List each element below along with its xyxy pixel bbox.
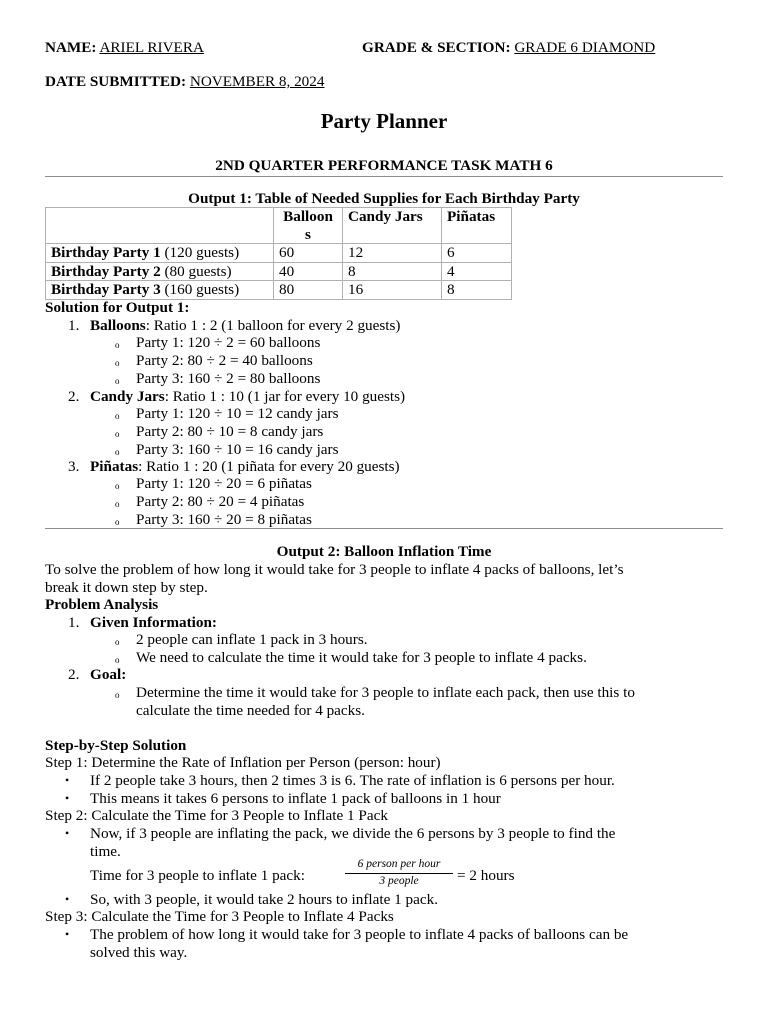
circle-bullet-icon: o (115, 447, 120, 457)
list-item: Party 1: 120 ÷ 2 = 60 balloons (136, 334, 321, 351)
circle-bullet-icon: o (115, 376, 120, 386)
list-item: We need to calculate the time it would take for 3 people to inflate 4 packs. (136, 649, 587, 666)
circle-bullet-icon: o (115, 358, 120, 368)
list-item: Party 3: 160 ÷ 20 = 8 piñatas (136, 511, 312, 528)
item-desc: : Ratio 1 : 2 (1 balloon for every 2 guests) (145, 317, 401, 334)
circle-bullet-icon: o (115, 499, 120, 509)
date-label: DATE SUBMITTED: (45, 73, 187, 90)
circle-bullet-icon: o (115, 655, 120, 665)
list-item: 2 people can inflate 1 pack in 3 hours. (136, 631, 368, 648)
list-item: Party 3: 160 ÷ 2 = 80 balloons (136, 370, 321, 387)
table-cell: 8 (343, 262, 442, 281)
table-cell: 40 (274, 262, 343, 281)
item-name: Piñatas (90, 458, 139, 475)
item-name: Candy Jars (90, 388, 165, 405)
circle-bullet-icon: o (115, 481, 120, 491)
list-number: 2. (68, 388, 80, 405)
name-value: ARIEL RIVERA (99, 39, 204, 56)
party-guests: (160 guests) (160, 281, 240, 299)
table-cell (46, 281, 274, 300)
table-cell: 12 (343, 244, 442, 263)
dot-bullet-icon: • (65, 927, 70, 941)
date-value: NOVEMBER 8, 2024 (189, 73, 325, 90)
dot-bullet-icon: • (65, 773, 70, 787)
list-item: Party 2: 80 ÷ 10 = 8 candy jars (136, 423, 324, 440)
fraction-bar (345, 873, 453, 874)
dot-bullet-icon: • (65, 892, 70, 906)
dot-bullet-icon: • (65, 791, 70, 805)
list-item (90, 317, 400, 335)
table-cell: 8 (442, 281, 512, 300)
header-balloons-part2: s (305, 225, 311, 243)
date-line (45, 73, 324, 91)
list-item: So, with 3 people, it would take 2 hours to inflate 1 pack. (90, 891, 438, 908)
fraction-denominator: 3 people (379, 875, 419, 887)
table-row (46, 244, 512, 263)
item-desc: : Ratio 1 : 10 (1 jar for every 10 guests) (164, 388, 406, 405)
item-name: Balloons (90, 317, 146, 334)
table-cell (46, 244, 274, 263)
header-pinatas: Piñatas (447, 208, 496, 225)
party-guests: (80 guests) (160, 262, 232, 280)
equation-result: = 2 hours (457, 867, 515, 884)
name-line (45, 39, 204, 57)
list-item: Party 2: 80 ÷ 2 = 40 balloons (136, 352, 313, 369)
list-item: If 2 people take 3 hours, then 2 times 3 is 6. The rate of inflation is 6 persons per hour. (90, 772, 615, 789)
step-2: Step 2: Calculate the Time for 3 People to Inflate 1 Pack (45, 807, 388, 824)
list-item: This means it takes 6 persons to inflate 1 pack of balloons in 1 hour (90, 790, 501, 807)
party-guests: (120 guests) (160, 244, 240, 262)
list-item: Party 1: 120 ÷ 10 = 12 candy jars (136, 405, 339, 422)
page-subtitle: 2ND QUARTER PERFORMANCE TASK MATH 6 (215, 157, 553, 174)
grade-line (362, 39, 655, 57)
list-item-continued: time. (90, 843, 121, 860)
table-header-cell (46, 208, 274, 244)
page-title: Party Planner (320, 109, 448, 133)
fraction (345, 858, 453, 888)
divider (45, 176, 723, 177)
table-row (46, 262, 512, 281)
list-number: 1. (68, 614, 80, 631)
circle-bullet-icon: o (115, 411, 120, 421)
list-item-continued: solved this way. (90, 944, 188, 961)
header-balloons-part1: Balloon (283, 208, 333, 225)
circle-bullet-icon: o (115, 340, 120, 350)
steps-heading: Step-by-Step Solution (45, 737, 187, 754)
list-item (90, 388, 405, 406)
table-cell: 16 (343, 281, 442, 300)
fraction-numerator: 6 person per hour (357, 858, 441, 870)
step-3: Step 3: Calculate the Time for 3 People to Inflate 4 Packs (45, 908, 394, 925)
intro-line-1: To solve the problem of how long it would take for 3 people to inflate 4 packs of balloons, let’s (45, 561, 624, 578)
list-item: The problem of how long it would take for 3 people to inflate 4 packs of balloons can be (90, 926, 629, 943)
list-item: Party 2: 80 ÷ 20 = 4 piñatas (136, 493, 305, 510)
list-item (90, 458, 400, 476)
grade-value: GRADE 6 DIAMOND (514, 39, 656, 56)
circle-bullet-icon: o (115, 637, 120, 647)
circle-bullet-icon: o (115, 429, 120, 439)
list-item: Now, if 3 people are inflating the pack, we divide the 6 persons by 3 people to find the (90, 825, 616, 842)
step-1: Step 1: Determine the Rate of Inflation per Person (person: hour) (45, 754, 441, 771)
list-number: 3. (68, 458, 80, 475)
grade-label: GRADE & SECTION: (362, 39, 511, 56)
list-number: 1. (68, 317, 80, 334)
name-label: NAME: (45, 39, 97, 56)
analysis-heading: Problem Analysis (45, 596, 159, 613)
solution-heading: Solution for Output 1: (45, 299, 190, 316)
list-number: 2. (68, 666, 80, 683)
table-cell: 80 (274, 281, 343, 300)
table-cell (46, 262, 274, 281)
table-cell: 4 (442, 262, 512, 281)
intro-line-2: break it down step by step. (45, 579, 208, 596)
list-item-continued: calculate the time needed for 4 packs. (136, 702, 365, 719)
table-header-row (46, 208, 512, 244)
output2-heading: Output 2: Balloon Inflation Time (276, 543, 492, 560)
table-header-cell (274, 208, 343, 244)
table-cell: 60 (274, 244, 343, 263)
list-item: Determine the time it would take for 3 people to inflate each pack, then use this to (136, 684, 635, 701)
table-header-cell (442, 208, 512, 244)
dot-bullet-icon: • (65, 826, 70, 840)
list-item: Party 3: 160 ÷ 10 = 16 candy jars (136, 441, 339, 458)
supplies-table (45, 207, 512, 300)
table-row (46, 281, 512, 300)
list-item: Party 1: 120 ÷ 20 = 6 piñatas (136, 475, 312, 492)
table-header-cell (343, 208, 442, 244)
output1-heading: Output 1: Table of Needed Supplies for Each Birthday Party (188, 190, 580, 207)
party-name: Birthday Party 1 (51, 244, 161, 262)
circle-bullet-icon: o (115, 517, 120, 527)
circle-bullet-icon: o (115, 690, 120, 700)
divider (45, 528, 723, 529)
table-cell: 6 (442, 244, 512, 263)
party-name: Birthday Party 3 (51, 281, 161, 299)
party-name: Birthday Party 2 (51, 262, 161, 280)
goal-label: Goal: (90, 666, 127, 683)
given-label: Given Information: (90, 614, 217, 631)
item-desc: : Ratio 1 : 20 (1 piñata for every 20 guests) (138, 458, 400, 475)
header-candy-jars: Candy Jars (348, 208, 423, 225)
equation-prefix: Time for 3 people to inflate 1 pack: (90, 867, 305, 884)
